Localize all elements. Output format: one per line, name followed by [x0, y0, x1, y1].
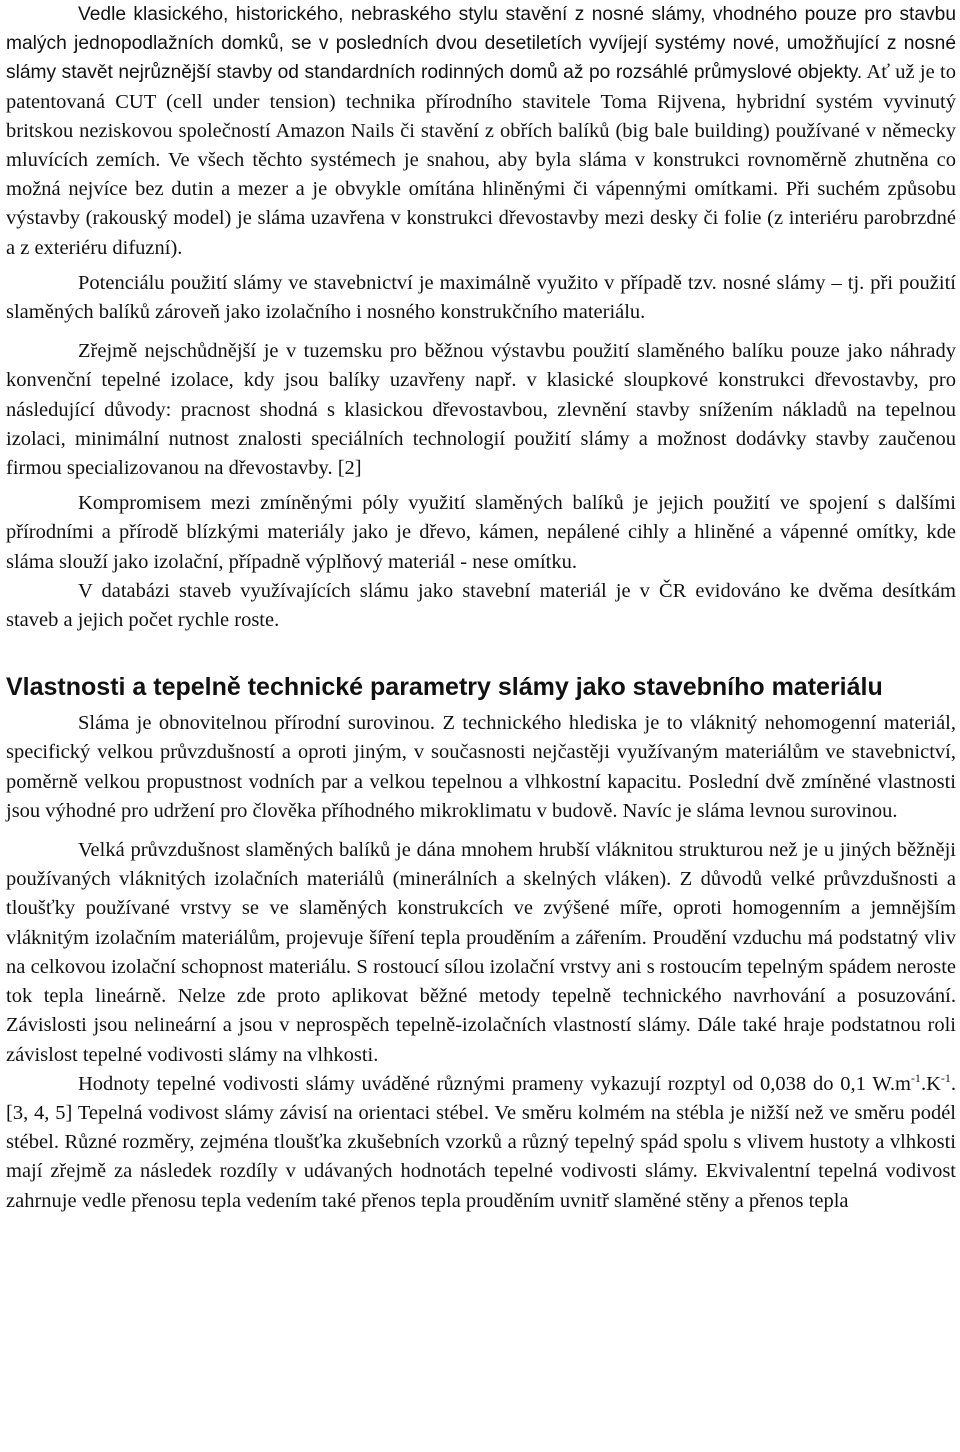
paragraph-intro-serif-text: Ať už je to patentovaná CUT (cell under tension) technika přírodního stavitele Toma Rijvena, hybridní systém vyvinutý britskou neziskovou společností Amazon Nails či stavění z obřích balíků (big bale building) používané v německy mluvících zemích. Ve všech těchto systémech je snahou, aby byla sláma v konstrukci rovnoměrně zhutněna co možná nejvíce bez dutin a mezer a je obvykle omítána hliněnými či vápennými omítkami. Při suchém způsobu výstavby (rakouský model) je sláma uzavřena v konstrukci dřevostavby mezi desky či folie (z interiéru parobrzdné a z exteriéru difuzní). — [6, 61, 956, 259]
paragraph-pruvzdusnost: Velká průvzdušnost slaměných balíků je dána mnohem hrubší vláknitou strukturou než je u jiných běžněji používaných vláknitých izolačních materiálů (minerálních a skelných vláken). Z důvodů velké průvzdušnosti a tloušťky používané vrstvy se ve slaměných konstrukcích ve zvýšené míře, oproti homogenním a jemnějším vláknitým izolačním materiálům, projevuje šíření tepla prouděním a zářením. Proudění vzduchu má podstatný vliv na celkovou izolační schopnost materiálu. S rostoucí sílou izolační vrstvy ani s rostoucím tepelným spádem neroste tok tepla lineárně. Nelze zde proto aplikovat běžné metody tepelně technického navrhování a posuzování. Závislosti jsou nelineární a jsou v neprospěch tepelně-izolačních vlastností slámy. Dále také hraje podstatnou roli závislost tepelné vodivosti slámy na vlhkosti. — [6, 839, 956, 1066]
unit-exponent-1: -1 — [910, 1070, 921, 1085]
conductivity-text-start: Hodnoty tepelné vodivosti slámy uváděné různými prameny vykazují rozptyl od 0,038 do 0,1 W.m — [78, 1072, 911, 1095]
conductivity-text-rest: .[3, 4, 5] Tepelná vodivost slámy závisí na orientaci stébel. Ve směru kolmém na stébla je nižší než ve směru podél stébel. Různé rozměry, zejména tloušťka zkušebních vzorků a různý tepelný spád spolu s vlivem hustoty a vlhkosti mají zřejmě za následek rozdíly v udávaných hodnotách tepelné vodivosti slámy. Ekvivalentní tepelná vodivost zahrnuje vedle přenosu tepla vedením také přenos tepla prouděním uvnitř slaměné stěny a přenos tepla — [6, 1072, 956, 1212]
paragraph-tepelna-vodivost — [6, 1070, 956, 1216]
unit-kelvin: .K — [920, 1072, 941, 1095]
paragraph-nosna-slama: Potenciálu použití slámy ve stavebnictví je maximálně využito v případě tzv. nosné slámy – tj. při použití slaměných balíků zároveň jako izolačního i nosného konstrukčního materiálu. — [6, 271, 956, 324]
paragraph-kompromis: Kompromisem mezi zmíněnými póly využití slaměných balíků je jejich použití ve spojení s dalšími přírodními a přírodě blízkými materiály jako je dřevo, kámen, nepálené cihly a hliněné a vápenné omítky, kde sláma slouží jako izolační, případně výplňový materiál - nese omítku. — [6, 492, 956, 573]
section-heading: Vlastnosti a tepelně technické parametry slámy jako stavebního materiálu — [6, 673, 883, 702]
paragraph-intro — [6, 0, 956, 263]
unit-exponent-2: -1 — [940, 1070, 951, 1085]
paragraph-tuzemsko: Zřejmě nejschůdnější je v tuzemsku pro běžnou výstavbu použití slaměného balíku pouze jako náhrady konvenční tepelné izolace, kdy jsou balíky uzavřeny např. v klasické sloupkové konstrukci dřevostavby, pro následující důvody: pracnost shodná s klasickou dřevostavbou, zlevnění stavby snížením nákladů na tepelnou izolaci, minimální nutnost znalosti speciálních technologií použití slámy a možnost dodávky stavby zaučenou firmou specializovanou na dřevostavby. [2] — [6, 340, 956, 480]
paragraph-slama-obnovitelna: Sláma je obnovitelnou přírodní surovinou. Z technického hlediska je to vláknitý nehomogenní materiál, specifický velkou průvzdušností a oproti jiným, v současnosti nejčastěji využívaným materiálům ve stavebnictví, poměrně velkou propustnost vodních par a velkou tepelnou a vlhkostní kapacitu. Poslední dvě zmíněné vlastnosti jsou výhodné pro udržení pro člověka příhodného mikroklimatu v budově. Navíc je sláma levnou surovinou. — [6, 712, 956, 822]
document-page — [6, 0, 956, 1216]
paragraph-intro-sans-text: Vedle klasického, historického, nebraského stylu stavění z nosné slámy, vhodného pouze pro stavbu malých jednopodlažních domků, se v posledních dvou desetiletích vyvíjejí systémy nové, umožňující z nosné slámy stavět nejrůznější stavby od standardních rodinných domů až po rozsáhlé průmyslové objekty. — [6, 4, 956, 84]
paragraph-databaze: V databázi staveb využívajících slámu jako stavební materiál je v ČR evidováno ke dvěma desítkám staveb a jejich počet rychle roste. — [6, 579, 956, 632]
